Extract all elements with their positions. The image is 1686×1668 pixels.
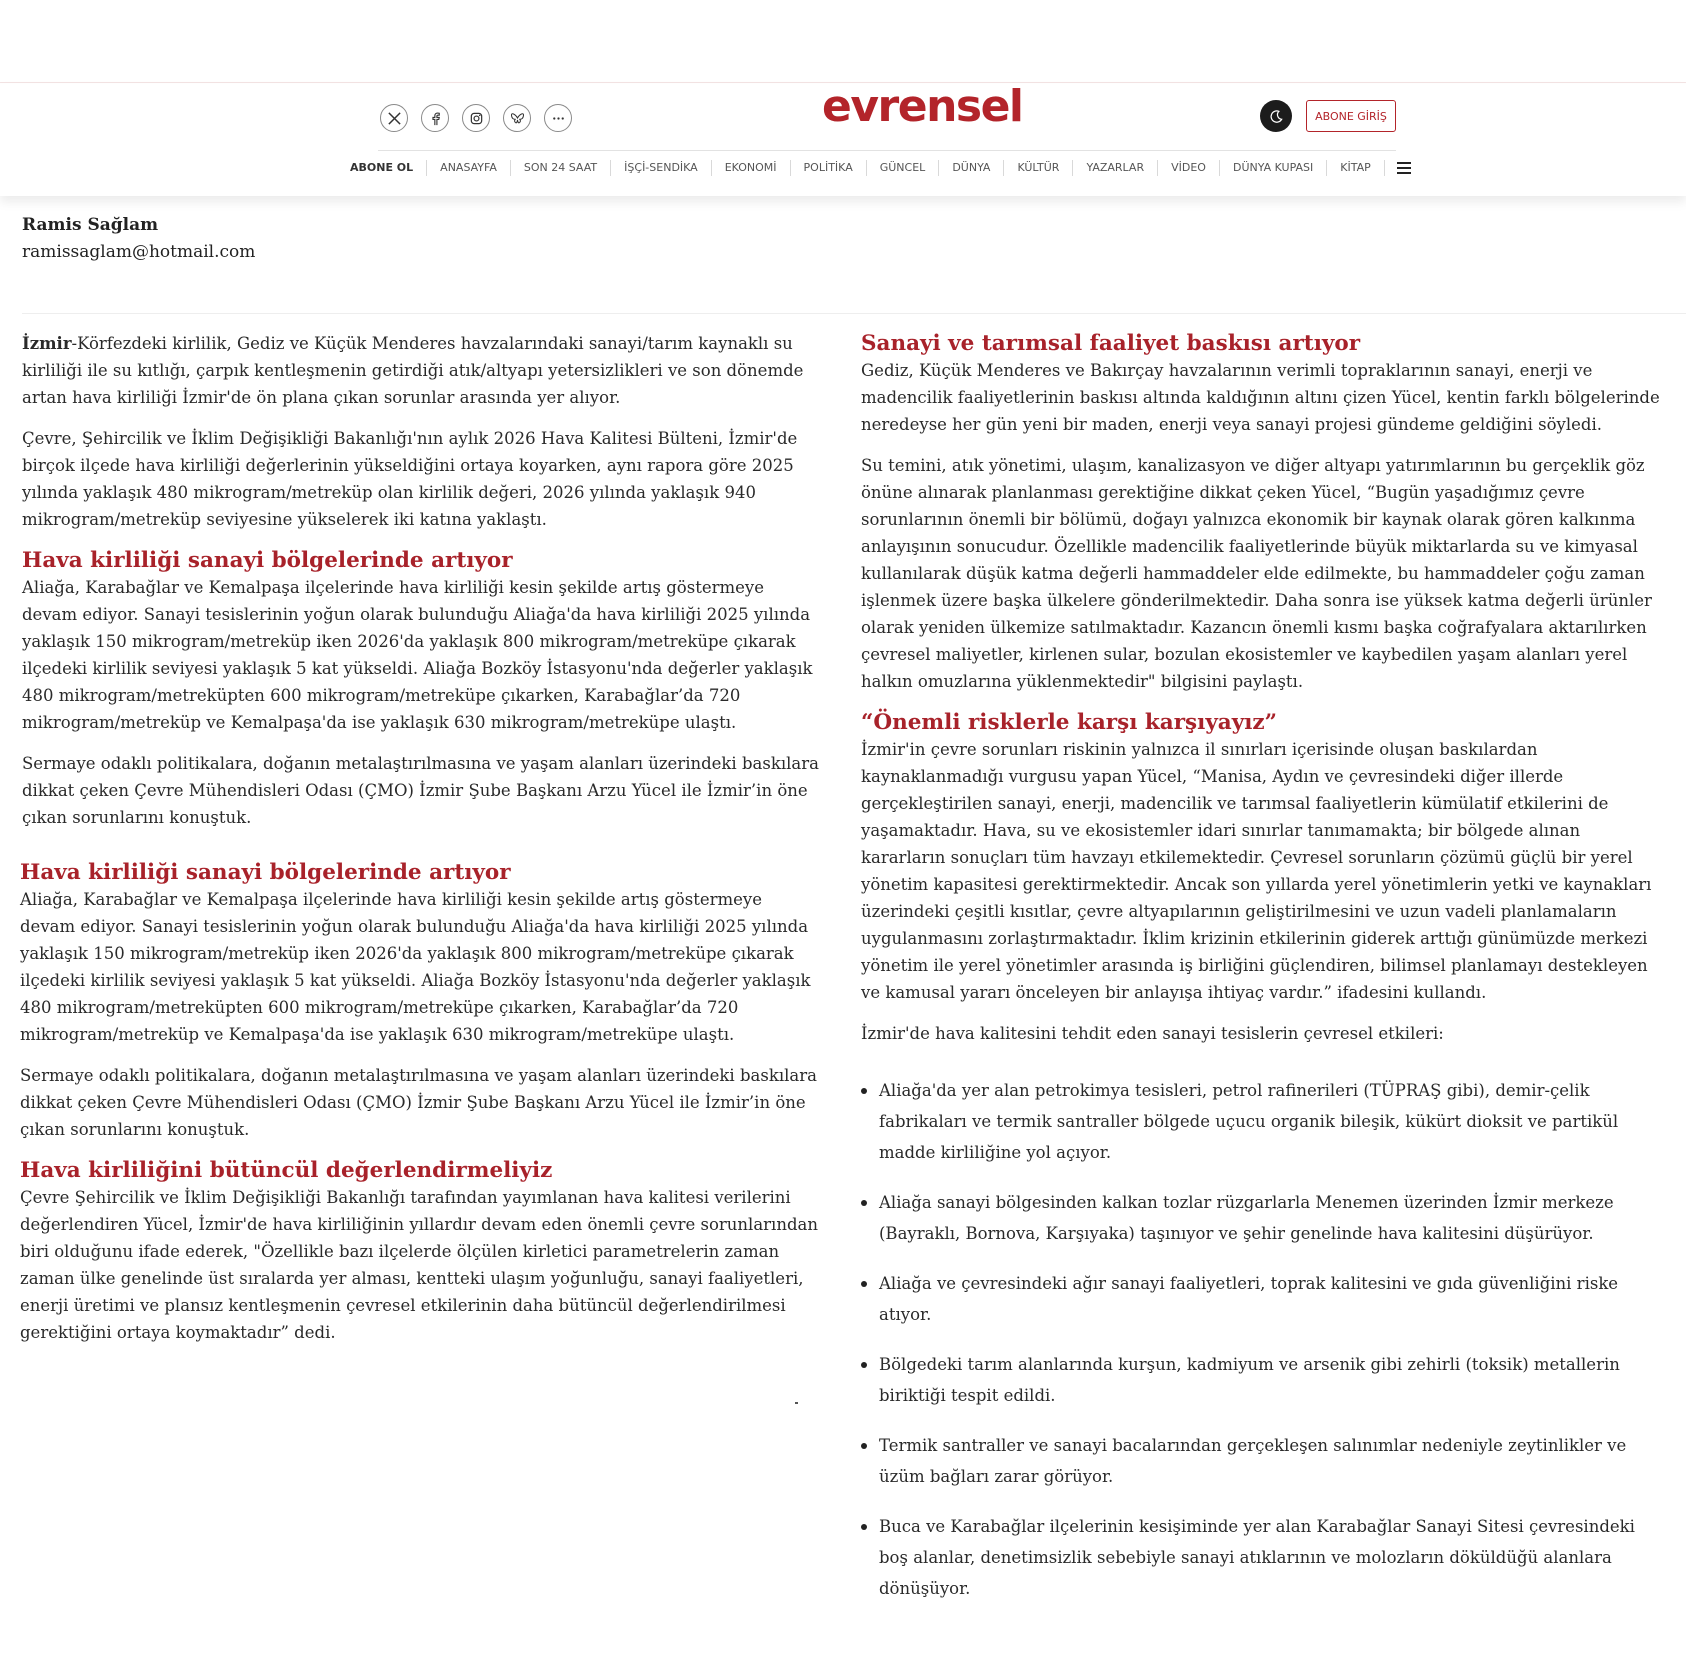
article-left-column <box>22 330 822 1360</box>
author-email[interactable]: ramissaglam@hotmail.com <box>22 242 256 262</box>
list-item: Aliağa sanayi bölgesinden kalkan tozlar rüzgarlarla Menemen üzerinden İzmir merkeze (Bayraklı, Bornova, Karşıyaka) taşınıyor ve şehir genelinde hava kalitesini düşürüyor. <box>869 1187 1661 1249</box>
author-name[interactable]: Ramis Sağlam <box>22 215 159 235</box>
main-nav <box>350 160 1411 176</box>
nav-item-kitap[interactable]: KİTAP <box>1327 160 1384 176</box>
hamburger-menu-icon[interactable] <box>1397 162 1411 174</box>
site-header <box>0 81 1686 196</box>
section-heading: Sanayi ve tarımsal faaliyet baskısı artıyor <box>861 331 1361 356</box>
section-heading: Hava kirliliği sanayi bölgelerinde artıyor <box>20 860 511 885</box>
facebook-icon[interactable] <box>421 104 449 132</box>
nav-item-abone-ol[interactable]: ABONE OL <box>350 160 427 176</box>
impact-list <box>861 1075 1661 1604</box>
nav-item-dunya[interactable]: DÜNYA <box>939 160 1004 176</box>
bluesky-icon[interactable] <box>503 104 531 132</box>
header-divider <box>378 150 1396 151</box>
nav-item-anasayfa[interactable]: ANASAYFA <box>427 160 511 176</box>
nav-item-son-24-saat[interactable]: SON 24 SAAT <box>511 160 611 176</box>
paragraph: Su temini, atık yönetimi, ulaşım, kanalizasyon ve diğer altyapı yatırımlarının bu gerçeklik göz önüne alınarak planlanması gerektiğine dikkat çeken Yücel, “Bugün yaşadığımız çevre sorunlarının önemli bir bölümü, doğayı yalnızca ekonomik bir kaynak olarak gören kalkınma anlayışının sonucudur. Özellikle madencilik faaliyetlerinde büyük miktarlarda su ve kimyasal kullanılarak düşük katma değerli hammaddeler elde edilmekte, bu hammaddeler çoğu zaman işlenmek üzere başka ülkelere gönderilmektedir. Daha sonra ise yüksek katma değerli ürünler olarak yeniden ülkemize satılmaktadır. Kazancın önemli kısmı başka coğrafyalara aktarılırken çevresel maliyetler, kirlenen sular, bozulan ekosistemler ve kaybedilen yaşam alanları yerel halkın omuzlarına yüklenmektedir" bilgisini paylaştı. <box>861 456 1652 691</box>
list-item: Aliağa'da yer alan petrokimya tesisleri, petrol rafinerileri (TÜPRAŞ gibi), demir-çelik fabrikaları ve termik santraller bölgede uçucu organik bileşik, kükürt dioksit ve partikül madde kirliliğine yol açıyor. <box>869 1075 1661 1168</box>
content-separator <box>22 313 1686 314</box>
header-inner <box>350 81 1398 196</box>
author-box <box>22 212 255 266</box>
lead-paragraph <box>22 330 822 411</box>
moon-icon <box>1269 109 1284 124</box>
paragraph: Aliağa, Karabağlar ve Kemalpaşa ilçelerinde hava kirliliği kesin şekilde artış göstermeye devam ediyor. Sanayi tesislerinin yoğun olarak bulunduğu Aliağa'da hava kirliliği 2025 yılında yaklaşık 150 mikrogram/metreküp iken 2026'da yaklaşık 800 mikrogram/metreküpe çıkarak ilçedeki kirlilik seviyesi yaklaşık 5 kat yükseldi. Aliağa Bozköy İstasyonu'nda değerler yaklaşık 480 mikrogram/metreküpten 600 mikrogram/metreküpe çıkarken, Karabağlar’da 720 mikrogram/metreküp ve Kemalpaşa'da ise yaklaşık 630 mikrogram/metreküpe ulaştı. <box>22 578 813 732</box>
paragraph: Çevre, Şehircilik ve İklim Değişikliği Bakanlığı'nın aylık 2026 Hava Kalitesi Bülteni, İzmir'de birçok ilçede hava kirliliği değerlerinin yükseldiğini ortaya koyarken, aynı rapora göre 2025 yılında yaklaşık 480 mikrogram/metreküp olan kirlilik değeri, 2026 yılında yaklaşık 940 mikrogram/metreküp seviyesine yükselerek iki katına yaklaştı. <box>22 429 798 529</box>
lead-city: İzmir <box>22 334 72 353</box>
paragraph: İzmir'de hava kalitesini tehdit eden sanayi tesislerin çevresel etkileri: <box>861 1024 1444 1043</box>
nav-item-kultur[interactable]: KÜLTÜR <box>1004 160 1073 176</box>
nav-item-dunya-kupasi[interactable]: DÜNYA KUPASI <box>1220 160 1327 176</box>
more-icon[interactable] <box>544 104 572 132</box>
nav-item-yazarlar[interactable]: YAZARLAR <box>1073 160 1158 176</box>
social-links <box>380 104 572 132</box>
paragraph: İzmir'in çevre sorunları riskinin yalnızca il sınırları içerisinde oluşan baskılardan kaynaklanmadığı vurgusu yapan Yücel, “Manisa, Aydın ve çevresindeki diğer illerde gerçekleştirilen sanayi, enerji, madencilik ve tarımsal faaliyetlerin kümülatif etkilerini de yaşamaktadır. Hava, su ve ekosistemler idari sınırlar tanımamakta; bir bölgede alınan kararların sonuçları tüm havzayı etkilemektedir. Çevresel sorunların çözümü güçlü bir yerel yönetim kapasitesi gerektirmektedir. Ancak son yıllarda yerel yönetimlerin yetki ve kaynakları üzerindeki çeşitli kısıtlar, çevre altyapılarının geliştirilmesini ve uzun vadeli planlamaların uygulanmasını zorlaştırmaktadır. İklim krizinin etkilerinin giderek arttığı günümüzde merkezi yönetim ile yerel yönetimler arasında iş birliğini güçlendiren, bilimsel planlamayı destekleyen ve kamusal yararı önceleyen bir anlayışa ihtiyaç vardır.” ifadesini kullandı. <box>861 740 1652 1002</box>
nav-item-isci-sendika[interactable]: İŞÇİ-SENDİKA <box>611 160 712 176</box>
paragraph: Çevre Şehircilik ve İklim Değişikliği Bakanlığı tarafından yayımlanan hava kalitesi verilerini değerlendiren Yücel, İzmir'de hava kirliliğinin yıllardır devam eden önemli çevre sorunlarından biri olduğunu ifade ederek, "Özellikle bazı ilçelerde ölçülen kirletici parametrelerin zaman zaman ülke genelinde üst sıralarda yer alması, kentteki ulaşım yoğunluğu, sanayi faaliyetleri, enerji üretimi ve plansız kentleşmenin çevresel etkilerinin daha bütüncül değerlendirilmesi gerektiğini ortaya koymaktadır” dedi. <box>20 1188 818 1342</box>
paragraph: Aliağa, Karabağlar ve Kemalpaşa ilçelerinde hava kirliliği kesin şekilde artış göstermeye devam ediyor. Sanayi tesislerinin yoğun olarak bulunduğu Aliağa'da hava kirliliği 2025 yılında yaklaşık 150 mikrogram/metreküp iken 2026'da yaklaşık 800 mikrogram/metreküpe çıkarak ilçedeki kirlilik seviyesi yaklaşık 5 kat yükseldi. Aliağa Bozköy İstasyonu'nda değerler yaklaşık 480 mikrogram/metreküpten 600 mikrogram/metreküpe çıkarken, Karabağlar’da 720 mikrogram/metreküp ve Kemalpaşa'da ise yaklaşık 630 mikrogram/metreküpe ulaştı. <box>20 890 811 1044</box>
x-icon[interactable] <box>380 104 408 132</box>
list-item: Aliağa ve çevresindeki ağır sanayi faaliyetleri, toprak kalitesini ve gıda güvenliğini riske atıyor. <box>869 1268 1661 1330</box>
section-heading: Hava kirliliği sanayi bölgelerinde artıyor <box>22 548 513 573</box>
nav-item-guncel[interactable]: GÜNCEL <box>867 160 940 176</box>
nav-item-politika[interactable]: POLİTİKA <box>791 160 867 176</box>
subscribe-login-button[interactable]: ABONE GİRİŞ <box>1306 100 1396 132</box>
paragraph: Sermaye odaklı politikalara, doğanın metalaştırılmasına ve yaşam alanları üzerindeki baskılara dikkat çeken Çevre Mühendisleri Odası (ÇMO) İzmir Şube Başkanı Arzu Yücel ile İzmir’in öne çıkan sorunlarını konuştuk. <box>20 1066 817 1139</box>
section-heading: “Önemli risklerle karşı karşıyayız” <box>861 710 1277 735</box>
dark-mode-toggle[interactable] <box>1260 100 1292 132</box>
article-right-column <box>861 330 1661 1623</box>
top-band <box>0 0 1686 83</box>
nav-item-video[interactable]: VİDEO <box>1158 160 1220 176</box>
list-item: Bölgedeki tarım alanlarında kurşun, kadmiyum ve arsenik gibi zehirli (toksik) metallerin biriktiği tespit edildi. <box>869 1349 1661 1411</box>
list-item: Buca ve Karabağlar ilçelerinin kesişiminde yer alan Karabağlar Sanayi Sitesi çevresindeki boş alanlar, denetimsizlik sebebiyle sanayi atıklarının ve molozların döküldüğü alanlara dönüşüyor. <box>869 1511 1661 1604</box>
section-heading: Hava kirliliğini bütüncül değerlendirmeliyiz <box>20 1158 553 1183</box>
lead-text: -Körfezdeki kirlilik, Gediz ve Küçük Menderes havzalarındaki sanayi/tarım kaynaklı su kirliliği ile su kıtlığı, çarpık kentleşmenin getirdiği atık/altyapı yetersizlikleri ve son dönemde artan hava kirliliği İzmir'de ön plana çıkan sorunlar arasında yer alıyor. <box>22 334 804 407</box>
site-logo[interactable]: evrensel <box>822 81 1023 132</box>
paragraph: Sermaye odaklı politikalara, doğanın metalaştırılmasına ve yaşam alanları üzerindeki baskılara dikkat çeken Çevre Mühendisleri Odası (ÇMO) İzmir Şube Başkanı Arzu Yücel ile İzmir’in öne çıkan sorunlarını konuştuk. <box>22 754 819 827</box>
instagram-icon[interactable] <box>462 104 490 132</box>
list-item: Termik santraller ve sanayi bacalarından gerçekleşen salınımlar nedeniyle zeytinlikler ve üzüm bağları zarar görüyor. <box>869 1430 1661 1492</box>
paragraph: Gediz, Küçük Menderes ve Bakırçay havzalarının verimli topraklarının sanayi, enerji ve madencilik faaliyetlerinin baskısı altında kaldığının altını çizen Yücel, kentin farklı bölgelerinde neredeyse her gün yeni bir maden, enerji veya sanayi projesi gündeme geldiğini söyledi. <box>861 361 1660 434</box>
nav-item-ekonomi[interactable]: EKONOMİ <box>712 160 791 176</box>
stray-mark <box>795 1402 798 1404</box>
